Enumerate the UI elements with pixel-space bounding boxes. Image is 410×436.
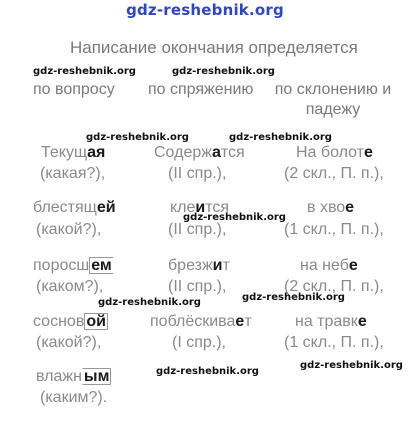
header-by-question: по вопросу [33, 81, 115, 98]
ending: ая [87, 144, 106, 161]
question-note: (какой?), [36, 221, 102, 238]
declension-note: (2 скл., П. п.), [284, 165, 384, 182]
conjugation-note: (II спр.), [168, 278, 227, 295]
declension-note: (1 скл., П. п.), [284, 221, 384, 238]
ending: ым [83, 368, 110, 385]
ending: е [357, 313, 367, 330]
watermark: gdz-reshebnik.org [172, 66, 275, 77]
watermark: gdz-reshebnik.org [86, 132, 189, 143]
word-sosnovoy: соснов ой [33, 313, 106, 330]
word-tekushchaya: Текущая [41, 144, 106, 161]
word-kleitsya: клеится [170, 199, 230, 216]
ending: ем [91, 257, 112, 274]
question-note: (каком?), [36, 278, 104, 295]
question-note: (каким?). [40, 389, 108, 406]
word-vlazhnym: влажн ым [36, 368, 110, 385]
watermark: gdz-reshebnik.org [242, 292, 345, 303]
word-na-bolote: На болоте [296, 144, 373, 161]
ending: и [212, 257, 223, 274]
word-na-nebe: на небе [300, 257, 358, 274]
watermark: gdz-reshebnik.org [156, 366, 259, 377]
word-porosshem: поросш ем [33, 257, 112, 274]
word-pobleskivaet: поблёскивает [150, 313, 252, 330]
watermark-top: gdz-reshebnik.org [126, 1, 284, 19]
word-soderzhatsya: Содержатся [154, 144, 245, 161]
declension-note: (2 скл., П. п.), [284, 278, 384, 295]
word-v-khvoe: в хвое [307, 199, 355, 216]
page-title: Написание окончания определяется [70, 38, 358, 57]
ending: ой [86, 313, 106, 330]
word-blestyashchey: блестящей [33, 199, 116, 216]
header-by-conjugation: по спряжению [148, 81, 254, 98]
declension-note: (1 скл., П. п.), [284, 334, 384, 351]
watermark: gdz-reshebnik.org [300, 360, 403, 371]
conjugation-note: (II спр.), [168, 221, 227, 238]
watermark: gdz-reshebnik.org [183, 212, 286, 223]
header-by-declension-line1: по склонению и [274, 81, 392, 98]
ending: е [364, 144, 373, 161]
ending: и [195, 199, 206, 216]
ending: е [345, 199, 355, 216]
ending: ей [96, 199, 116, 216]
ending: е [235, 313, 245, 330]
watermark: gdz-reshebnik.org [229, 132, 332, 143]
conjugation-note: (II спр.), [168, 165, 227, 182]
watermark: gdz-reshebnik.org [98, 297, 201, 308]
watermark: gdz-reshebnik.org [33, 66, 136, 77]
header-by-declension [272, 80, 394, 120]
ending: е [348, 257, 358, 274]
conjugation-note: (I спр.), [172, 334, 226, 351]
word-brezzhit: брезжит [168, 257, 230, 274]
question-note: (какой?), [36, 334, 102, 351]
question-note: (какая?), [40, 165, 106, 182]
ending: а [211, 144, 221, 161]
word-na-travke: на травке [295, 313, 367, 330]
header-by-declension-line2: падежу [305, 101, 361, 118]
